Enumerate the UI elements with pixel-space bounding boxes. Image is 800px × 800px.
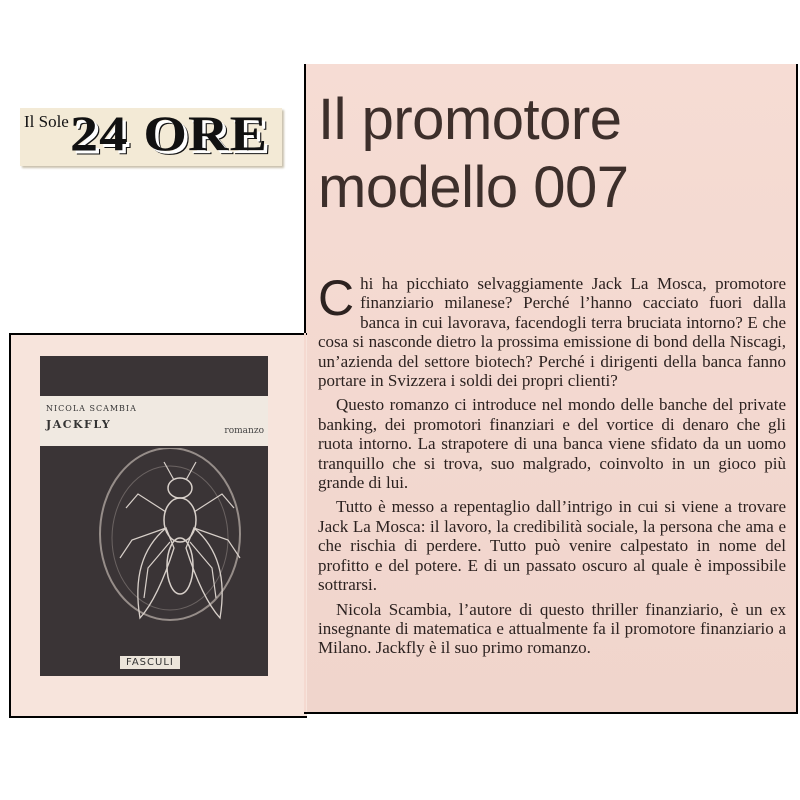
newspaper-logo — [20, 105, 282, 166]
paragraph-4: Nicola Scambia, l’autore di questo thriller finanziario, è un ex insegnante di matematica e attualmente fa il promotore finanziario a Milano. Jackfly è il suo primo romanzo. — [318, 599, 786, 658]
article-headline — [318, 86, 788, 222]
paragraph-1 — [318, 270, 786, 391]
book-genre: romanzo — [224, 426, 264, 436]
book-publisher: FASCULI — [120, 656, 180, 669]
logo-name: 24 ORE — [70, 105, 269, 161]
clipping-join — [304, 333, 306, 714]
paragraph-3: Tutto è messo a repentaglio dall’intrigo in cui si viene a trovare Jack La Mosca: il lavoro, la credibilità sociale, la persona che ama e che rischia di perdere. Tutto può venire calpestato in nome del profitto e del potere. E di un passato oscuro al quale è impossibile sottrarsi. — [318, 497, 786, 595]
clipping-bottom-edge — [304, 712, 796, 714]
fly-illustration — [40, 448, 268, 676]
logo-prefix: Il Sole — [24, 112, 69, 131]
headline-line-1: Il promotore — [318, 87, 622, 152]
drop-cap: C — [318, 270, 355, 326]
book-title: JACKFLY — [46, 418, 112, 431]
cover-title-band — [40, 396, 268, 446]
book-cover — [40, 356, 268, 676]
article-body — [318, 270, 786, 663]
paragraph-1-text: hi ha picchiato selvaggiamente Jack La Mosca, promotore finanziario milanese? Perché l’hanno cacciato fuori dalla banca in cui lavorava, facendogli terra bruciata intorno? E che cosa si nasconde dietro la prossima emissione di bond della Niscagi, un’azienda del settore biotech? Perché i dirigenti della banca fanno portare in Svizzera i soldi dei propri clienti? — [318, 274, 786, 391]
book-author: NICOLA SCAMBIA — [46, 404, 137, 413]
headline-line-2: modello 007 — [318, 155, 629, 220]
paragraph-2: Questo romanzo ci introduce nel mondo delle banche del private banking, dei promotori finanziari e del vortice di denaro che gli ruota intorno. La strapotere di una banca viene sfidato da un uomo tranquillo che si trova, suo malgrado, coinvolto in un gioco più grande di lui. — [318, 395, 786, 493]
